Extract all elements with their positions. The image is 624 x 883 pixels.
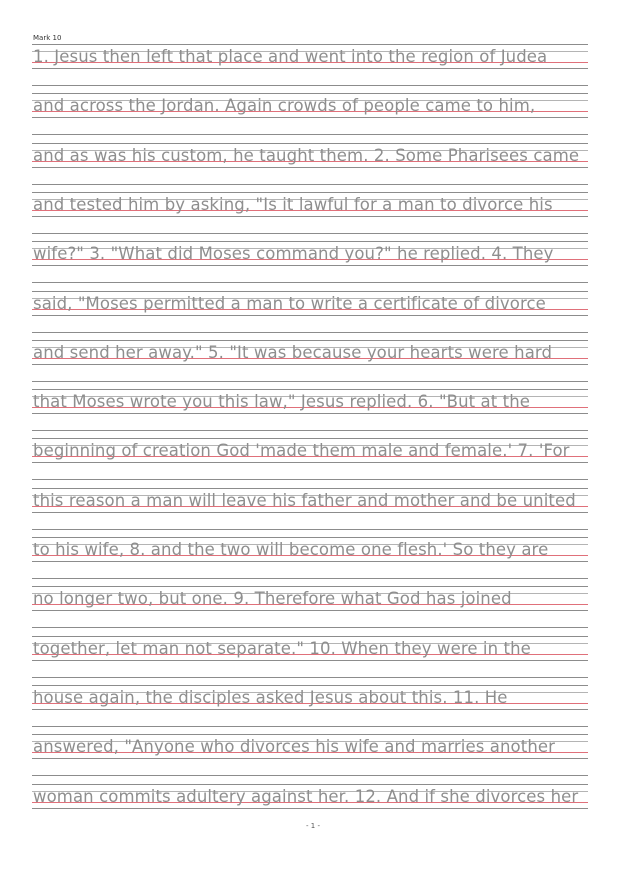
- guide-rule: [32, 364, 588, 365]
- separator-rule: [32, 627, 588, 628]
- trace-text-line: and across the Jordan. Again crowds of people came to him,: [33, 96, 536, 115]
- practice-line-row: [32, 93, 588, 119]
- separator-rule: [32, 134, 588, 135]
- guide-rule: [32, 192, 588, 193]
- trace-text-line: woman commits adultery against her. 12. And if she divorces her: [33, 787, 579, 806]
- guide-rule: [32, 512, 588, 513]
- guide-rule: [32, 734, 588, 735]
- guide-rule: [32, 685, 588, 686]
- guide-rule: [32, 117, 588, 118]
- guide-rule: [32, 660, 588, 661]
- trace-text-line: answered, "Anyone who divorces his wife and marries another: [33, 737, 556, 756]
- trace-text-line: to his wife, 8. and the two will become one flesh.' So they are: [33, 540, 549, 559]
- guide-rule: [32, 143, 588, 144]
- trace-text-line: wife?" 3. "What did Moses command you?" he replied. 4. They: [33, 244, 554, 263]
- guide-rule: [32, 537, 588, 538]
- separator-rule: [32, 677, 588, 678]
- practice-line-row: [32, 438, 588, 464]
- trace-text-line: house again, the disciples asked Jesus about this. 11. He: [33, 688, 508, 707]
- guide-rule: [32, 610, 588, 611]
- guide-rule: [32, 808, 588, 809]
- practice-line-row: [32, 340, 588, 366]
- trace-text-line: and send her away." 5. "It was because your hearts were hard: [33, 343, 553, 362]
- practice-line-row: [32, 143, 588, 169]
- guide-rule: [32, 784, 588, 785]
- practice-line-row: [32, 537, 588, 563]
- guide-rule: [32, 758, 588, 759]
- guide-rule: [32, 315, 588, 316]
- guide-rule: [32, 291, 588, 292]
- trace-text-line: and as was his custom, he taught them. 2. Some Pharisees came: [33, 146, 580, 165]
- separator-rule: [32, 381, 588, 382]
- guide-rule: [32, 167, 588, 168]
- page-header: Mark 10: [33, 34, 62, 42]
- guide-rule: [32, 709, 588, 710]
- practice-line-row: [32, 586, 588, 612]
- trace-text-line: said, "Moses permitted a man to write a certificate of divorce: [33, 294, 546, 313]
- guide-rule: [32, 438, 588, 439]
- trace-text-line: this reason a man will leave his father and mother and be united: [33, 491, 576, 510]
- trace-text-line: that Moses wrote you this law," Jesus replied. 6. "But at the: [33, 392, 531, 411]
- separator-rule: [32, 726, 588, 727]
- practice-line-row: [32, 291, 588, 317]
- trace-text-line: no longer two, but one. 9. Therefore what God has joined: [33, 589, 512, 608]
- guide-rule: [32, 216, 588, 217]
- practice-line-row: [32, 685, 588, 711]
- practice-line-row: [32, 389, 588, 415]
- guide-rule: [32, 93, 588, 94]
- practice-line-row: [32, 734, 588, 760]
- practice-line-row: [32, 488, 588, 514]
- page-number: - 1 -: [306, 822, 320, 830]
- practice-line-row: [32, 44, 588, 70]
- handwriting-practice-sheet: [32, 0, 588, 883]
- guide-rule: [32, 389, 588, 390]
- practice-line-row: [32, 192, 588, 218]
- separator-rule: [32, 775, 588, 776]
- guide-rule: [32, 488, 588, 489]
- guide-rule: [32, 241, 588, 242]
- guide-rule: [32, 265, 588, 266]
- practice-line-row: [32, 636, 588, 662]
- guide-rule: [32, 68, 588, 69]
- practice-line-row: [32, 241, 588, 267]
- separator-rule: [32, 529, 588, 530]
- practice-line-row: [32, 784, 588, 810]
- guide-rule: [32, 340, 588, 341]
- separator-rule: [32, 233, 588, 234]
- guide-rule: [32, 561, 588, 562]
- guide-rule: [32, 462, 588, 463]
- separator-rule: [32, 479, 588, 480]
- trace-text-line: and tested him by asking, "Is it lawful for a man to divorce his: [33, 195, 553, 214]
- guide-rule: [32, 413, 588, 414]
- separator-rule: [32, 282, 588, 283]
- trace-text-line: beginning of creation God 'made them male and female.' 7. 'For: [33, 441, 570, 460]
- separator-rule: [32, 578, 588, 579]
- guide-rule: [32, 586, 588, 587]
- guide-rule: [32, 44, 588, 45]
- trace-text-line: 1. Jesus then left that place and went into the region of Judea: [33, 47, 548, 66]
- separator-rule: [32, 85, 588, 86]
- guide-rule: [32, 636, 588, 637]
- separator-rule: [32, 332, 588, 333]
- trace-text-line: together, let man not separate." 10. When they were in the: [33, 639, 531, 658]
- separator-rule: [32, 430, 588, 431]
- separator-rule: [32, 184, 588, 185]
